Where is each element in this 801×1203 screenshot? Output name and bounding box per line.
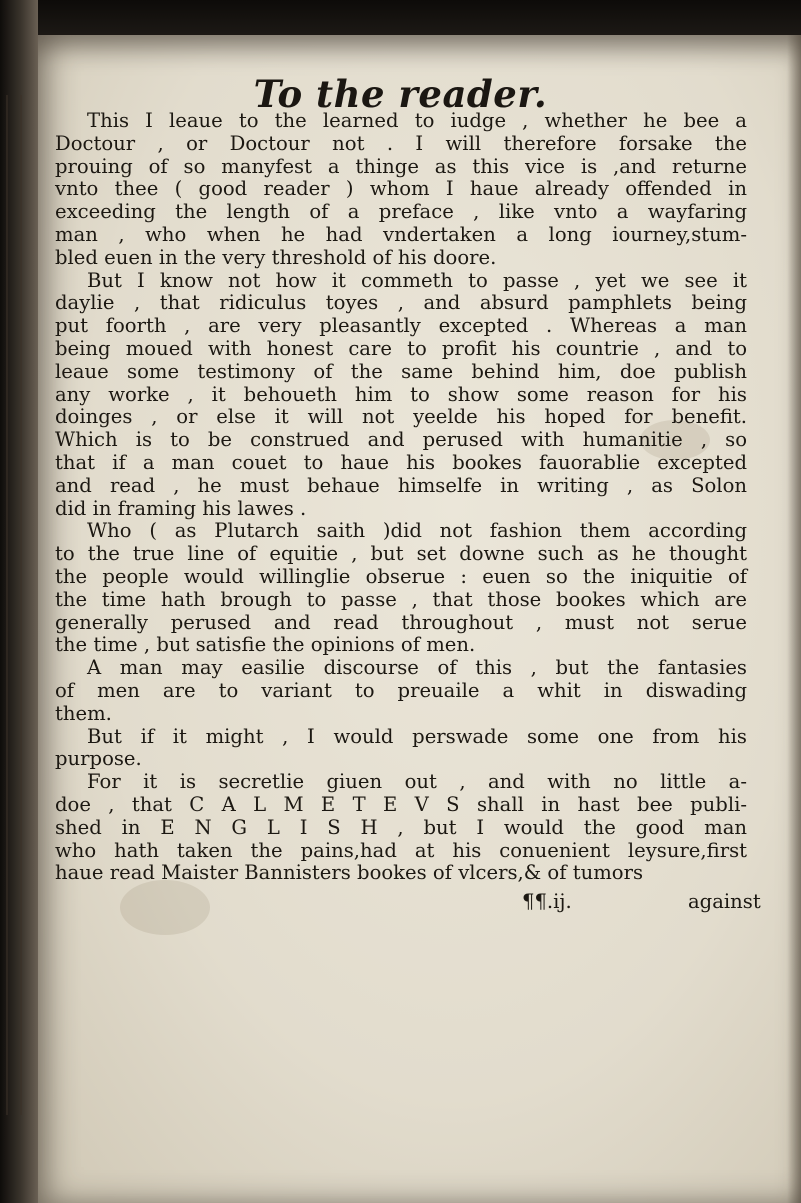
text-line: being moued with honest care to profit his countrie , and to [55, 336, 747, 360]
page-right-edge-shadow [787, 35, 801, 1203]
catchword: against [688, 890, 761, 913]
text-line: did in framing his lawes . [55, 496, 307, 520]
text-line: haue read Maister Bannisters bookes of vlcers,& of tumors [55, 861, 644, 885]
text-line: But I know not how it commeth to passe , yet we see it [87, 268, 747, 292]
text-line: For it is secretlie giuen out , and with no little a- [87, 770, 747, 794]
text-line: generally perused and read throughout , must not serue [55, 610, 747, 634]
text-line: leaue some testimony of the same behind him, doe publish [55, 359, 747, 383]
text-line: Which is to be construed and perused with humanitie , so [55, 428, 747, 452]
text-line: Who ( as Plutarch saith )did not fashion them according [87, 519, 747, 543]
text-line: bled euen in the very threshold of his doore. [55, 245, 497, 269]
binding-gutter-line [6, 95, 8, 1115]
text-line: who hath taken the pains,had at his conuenient leysure,first [55, 838, 747, 862]
text-line: put foorth , are very pleasantly excepted . Whereas a man [55, 314, 747, 338]
text-line: and read , he must behaue himselfe in writing , as Solon [55, 473, 747, 497]
binding-gutter-line [20, 95, 22, 1115]
text-line: exceeding the length of a preface , like vnto a wayfaring [55, 200, 747, 224]
text-line: vnto thee ( good reader ) whom I haue already offended in [55, 177, 747, 201]
text-line: of men are to variant to preuaile a whit in diswading [55, 678, 747, 702]
text-line: to the true line of equitie , but set downe such as he thought [55, 542, 747, 566]
text-line: the time hath brough to passe , that those bookes which are [55, 587, 747, 611]
text-line: purpose. [55, 747, 142, 771]
body-text [55, 110, 747, 885]
text-line: man , who when he had vndertaken a long iourney,stum- [55, 222, 747, 246]
text-line: prouing of so manyfest a thinge as this vice is ,and returne [55, 154, 747, 178]
text-line: doinges , or else it will not yeelde his hoped for benefit. [55, 405, 747, 429]
text-line: daylie , that ridiculus toyes , and absurd pamphlets being [55, 291, 747, 315]
text-line: the time , but satisfie the opinions of men. [55, 633, 476, 657]
text-line: This I leaue to the learned to iudge , whether he bee a [87, 109, 747, 132]
paper-stain [120, 880, 210, 935]
text-line: any worke , it behoueth him to show some reason for his [55, 382, 747, 406]
text-line: them. [55, 701, 112, 725]
signature-mark: ¶¶.ij. [522, 890, 572, 913]
page-title: To the reader. [253, 72, 548, 116]
text-line: A man may easilie discourse of this , but the fantasies [87, 656, 747, 680]
text-line: doe , that C A L M E T E V S shall in hast bee publi- [55, 792, 747, 816]
text-line: Doctour , or Doctour not . I will therefore forsake the [55, 131, 747, 155]
text-line: But if it might , I would perswade some one from his [87, 724, 747, 748]
text-line: the people would willinglie obserue : euen so the iniquitie of [55, 564, 747, 588]
text-line: that if a man couet to haue his bookes fauorablie excepted [55, 450, 747, 474]
text-line: shed in E N G L I S H , but I would the good man [55, 815, 747, 839]
